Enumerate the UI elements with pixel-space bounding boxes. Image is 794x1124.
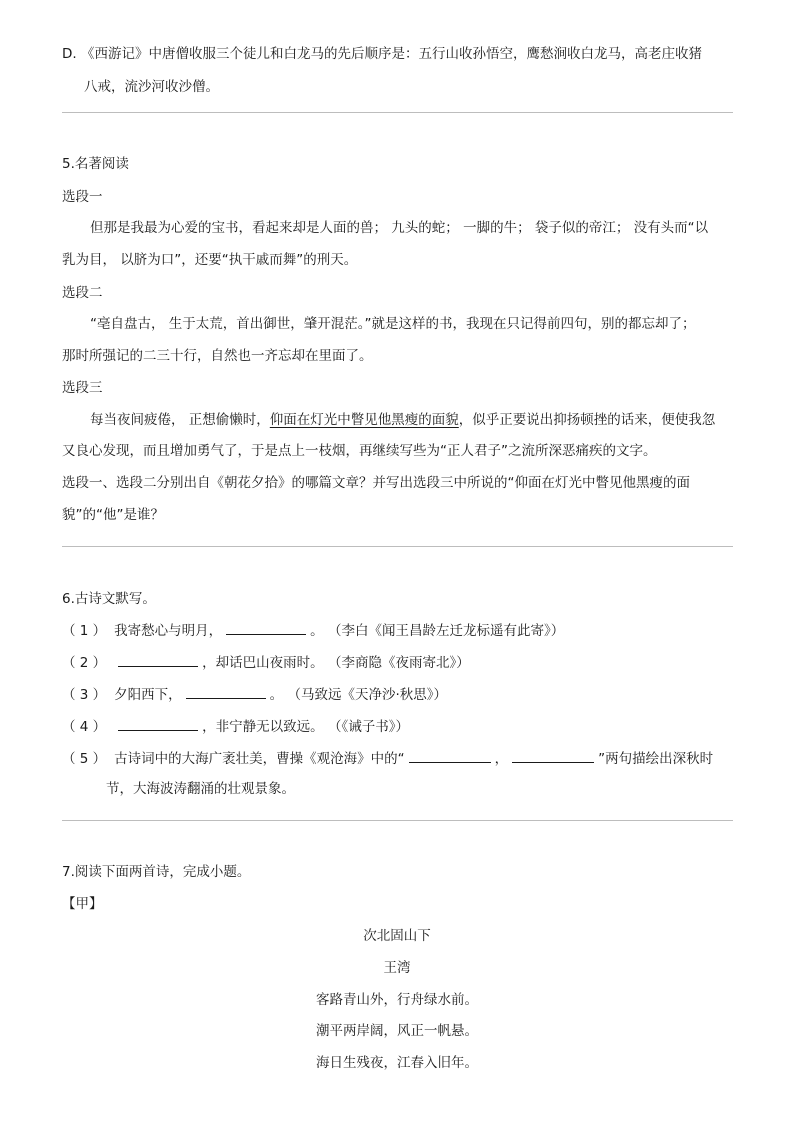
q5-section3-label: 选段三 [62, 380, 103, 396]
q5-section2-line2: 那时所强记的二三十行，自然也一齐忘却在里面了。 [62, 348, 373, 364]
poem-line: 客路青山外，行舟绿水前。 [316, 992, 478, 1008]
q5-question-line2: 貌”的“他”是谁？ [62, 507, 164, 523]
answer-blank[interactable] [118, 652, 198, 667]
q6-item-4 [62, 716, 409, 737]
q4-option-d-line1: D. 《西游记》中唐僧收服三个徒儿和白龙马的先后顺序是：五行山收孙悟空，鹰愁涧收白龙马，高老庄收猪 [62, 46, 702, 62]
q7-title: 7.阅读下面两首诗，完成小题。 [62, 864, 251, 880]
q6-item-text: ”两句描绘出深秋时 [598, 751, 714, 767]
q6-item-number: （ 5 ） [62, 751, 107, 767]
q5-section2-line1: “亳自盘古， 生于太荒，首出御世，肇开混茫。”就是这样的书，我现在只记得前四句，别的都忘却了； [90, 316, 696, 332]
q6-item-number: （ 2 ） [62, 655, 107, 671]
q6-item-number: （ 4 ） [62, 719, 107, 735]
q5-section3-line1 [90, 410, 715, 430]
poem-line: 潮平两岸阔，风正一帆悬。 [316, 1023, 478, 1039]
q6-item-text: 夕阳西下， [114, 687, 182, 703]
answer-blank[interactable] [118, 716, 198, 731]
q6-item-text: ，却话巴山夜雨时。 （李商隐《夜雨寄北》） [202, 655, 470, 671]
q5-section1-line1: 但那是我最为心爱的宝书，看起来却是人面的兽； 九头的蛇； 一脚的牛； 袋子似的帝江； 没有头而“以 [90, 220, 709, 236]
q6-item-2 [62, 652, 470, 673]
q6-item-5-continuation: 节，大海波涛翻涌的壮观景象。 [106, 781, 295, 797]
answer-blank[interactable] [186, 684, 266, 699]
divider [62, 112, 733, 113]
answer-blank[interactable] [226, 620, 306, 635]
q6-item-number: （ 1 ） [62, 623, 107, 639]
q6-item-5 [62, 748, 713, 769]
q5-section2-label: 选段二 [62, 285, 103, 301]
q5-question-line1: 选段一、选段二分别出自《朝花夕拾》的哪篇文章？并写出选段三中所说的“仰面在灯光中瞥见他黑瘦的面 [62, 475, 690, 491]
q7-part-label: 【甲】 [62, 896, 103, 912]
q6-item-text: 古诗词中的大海广袤壮美，曹操《观沧海》中的“ [114, 751, 405, 767]
q6-item-text: ，非宁静无以致远。 （《诫子书》） [202, 719, 409, 735]
q4-option-d-line2: 八戒，流沙河收沙僧。 [84, 79, 219, 95]
q6-title: 6.古诗文默写。 [62, 591, 156, 607]
answer-blank[interactable] [409, 748, 491, 763]
poem-author: 王湾 [383, 960, 411, 976]
q5-section3-line1-pre: 每当夜间疲倦， 正想偷懒时， [90, 412, 270, 428]
q6-item-text: ， [494, 751, 509, 767]
divider [62, 820, 733, 821]
q6-item-text: 。 （李白《闻王昌龄左迁龙标遥有此寄》） [310, 623, 565, 639]
q6-item-text: 我寄愁心与明月， [114, 623, 223, 639]
q5-section1-line2: 乳为目， 以脐为口”，还要“执干戚而舞”的刑天。 [62, 252, 358, 268]
q5-section3-line1-post: ，似乎正要说出抑扬顿挫的话来，便使我忽 [458, 412, 716, 428]
q5-title: 5.名著阅读 [62, 156, 129, 172]
q6-item-1 [62, 620, 564, 641]
q6-item-3 [62, 684, 447, 705]
q5-section3-underlined-phrase: 仰面在灯光中瞥见他黑瘦的面貌 [269, 412, 459, 428]
q5-section1-label: 选段一 [62, 189, 103, 205]
divider [62, 546, 733, 547]
poem-line: 海日生残夜，江春入旧年。 [316, 1055, 478, 1071]
q6-item-text: 。 （马致远《天净沙·秋思》） [269, 687, 448, 703]
poem-title: 次北固山下 [363, 928, 431, 944]
q6-item-number: （ 3 ） [62, 687, 107, 703]
q5-section3-line2: 又良心发现，而且增加勇气了，于是点上一枝烟，再继续写些为“正人君子”之流所深恶痛疾的文字。 [62, 443, 657, 459]
answer-blank[interactable] [512, 748, 594, 763]
